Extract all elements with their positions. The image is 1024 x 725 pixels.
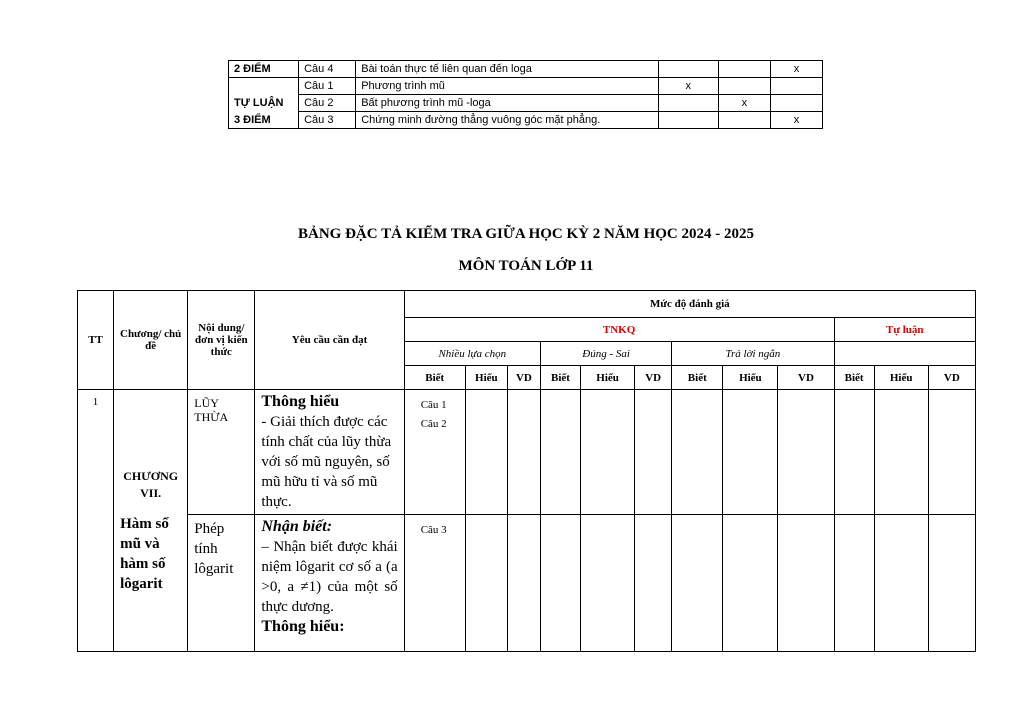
- summary-table: [228, 60, 823, 129]
- empty-cell: [778, 515, 834, 652]
- col-header-hieu: Hiểu: [581, 366, 635, 390]
- topic-cell: Phép tính lôgarit: [188, 515, 255, 652]
- col-header-level: Mức độ đánh giá: [404, 291, 975, 318]
- requirement-cell: [255, 390, 404, 515]
- empty-cell: [540, 515, 580, 652]
- col-header-mcq: Nhiều lựa chọn: [404, 342, 540, 366]
- col-header-tt: TT: [78, 291, 114, 390]
- requirement-text: - Giải thích được các tính chất của lũy thừa với số mũ nguyên, số mũ hữu tỉ và số mũ thực.: [261, 414, 392, 510]
- row-number: 1: [78, 390, 114, 652]
- empty-cell: [635, 515, 672, 652]
- mark-cell: [770, 95, 822, 112]
- col-header-tnkq: TNKQ: [404, 318, 834, 342]
- col-header-chapter: Chương/ chủ đề: [114, 291, 188, 390]
- mark-cell: [770, 78, 822, 95]
- question-label: Câu 1: [420, 399, 447, 411]
- question-label: Câu 2: [299, 95, 356, 112]
- question-content: Phương trình mũ: [356, 78, 659, 95]
- col-header-vd: VD: [778, 366, 834, 390]
- empty-cell: [778, 390, 834, 515]
- col-header-requirement: Yêu cầu cần đạt: [255, 291, 404, 390]
- table-row: [78, 515, 976, 652]
- level-heading: Thông hiểu: [261, 393, 340, 410]
- col-header-biet: Biết: [672, 366, 723, 390]
- mark-cell: [658, 112, 718, 129]
- table-row: [229, 78, 823, 95]
- question-label: Câu 3: [299, 112, 356, 129]
- mark-cell: [718, 61, 770, 78]
- mark-cell: x: [658, 78, 718, 95]
- col-header-content-unit: Nội dung/đơn vị kiến thức: [188, 291, 255, 390]
- empty-cell: [723, 390, 778, 515]
- empty-cell: [834, 390, 874, 515]
- col-header-vd: VD: [635, 366, 672, 390]
- empty-cell: [672, 515, 723, 652]
- spec-table: [77, 290, 976, 652]
- empty-cell: [834, 515, 874, 652]
- empty-cell: [581, 515, 635, 652]
- question-label: Câu 1: [299, 78, 356, 95]
- requirement-cell: [255, 515, 404, 652]
- question-content: Chứng minh đường thẳng vuông góc mặt phẳng.: [356, 112, 659, 129]
- col-header-biet: Biết: [404, 366, 465, 390]
- table-row: [229, 95, 823, 112]
- question-cell: [404, 390, 465, 515]
- page-subtitle: MÔN TOÁN LỚP 11: [458, 258, 594, 274]
- col-header-short: Trả lời ngắn: [672, 342, 834, 366]
- mark-cell: [718, 78, 770, 95]
- question-content: Bất phương trình mũ -loga: [356, 95, 659, 112]
- empty-cell: [874, 390, 928, 515]
- level-heading: Thông hiểu:: [261, 618, 345, 635]
- empty-cell: [635, 390, 672, 515]
- col-header-truefalse: Đúng - Sai: [540, 342, 671, 366]
- table-row: [78, 390, 976, 515]
- header-row: [78, 291, 976, 318]
- empty-cell: [581, 390, 635, 515]
- group-label: 3 ĐIỂM: [229, 112, 299, 129]
- col-header-vd: VD: [928, 366, 975, 390]
- col-header-hieu: Hiểu: [465, 366, 507, 390]
- col-header-tuluan: Tự luận: [834, 318, 975, 342]
- question-cell: [404, 515, 465, 652]
- col-header-biet: Biết: [834, 366, 874, 390]
- group-label: 2 ĐIỂM: [229, 61, 299, 78]
- empty-cell: [465, 390, 507, 515]
- mark-cell: x: [770, 112, 822, 129]
- level-heading: Nhận biết:: [261, 518, 333, 535]
- mark-cell: [658, 95, 718, 112]
- empty-cell: [540, 390, 580, 515]
- empty-cell: [507, 515, 540, 652]
- chapter-cell: [114, 390, 188, 652]
- table-row: [229, 61, 823, 78]
- col-header-hieu: Hiểu: [723, 366, 778, 390]
- empty-cell: [928, 390, 975, 515]
- table-row: [229, 112, 823, 129]
- page-title: BẢNG ĐẶC TẢ KIỂM TRA GIỮA HỌC KỲ 2 NĂM HỌC 2024 - 2025: [298, 226, 754, 242]
- col-header-empty: [834, 342, 975, 366]
- mark-cell: x: [770, 61, 822, 78]
- chapter-name: Hàm số mũ và hàm số lôgarit: [120, 516, 169, 592]
- empty-cell: [672, 390, 723, 515]
- mark-cell: x: [718, 95, 770, 112]
- question-label: Câu 2: [420, 418, 447, 430]
- question-label: Câu 4: [299, 61, 356, 78]
- empty-cell: [928, 515, 975, 652]
- empty-cell: [874, 515, 928, 652]
- requirement-text: – Nhận biết được khái niệm lôgarit cơ số a (a >0, a ≠1) của một số thực dương.: [261, 539, 398, 615]
- mark-cell: [658, 61, 718, 78]
- group-label: [229, 78, 299, 95]
- col-header-vd: VD: [507, 366, 540, 390]
- question-label: Câu 3: [420, 524, 447, 536]
- group-label: TỰ LUẬN: [229, 95, 299, 112]
- empty-cell: [723, 515, 778, 652]
- mark-cell: [718, 112, 770, 129]
- chapter-number: CHƯƠNG VII.: [123, 469, 179, 500]
- col-header-biet: Biết: [540, 366, 580, 390]
- question-content: Bài toán thực tế liên quan đến loga: [356, 61, 659, 78]
- col-header-hieu: Hiểu: [874, 366, 928, 390]
- empty-cell: [507, 390, 540, 515]
- topic-cell: LŨY THỪA: [188, 390, 255, 515]
- empty-cell: [465, 515, 507, 652]
